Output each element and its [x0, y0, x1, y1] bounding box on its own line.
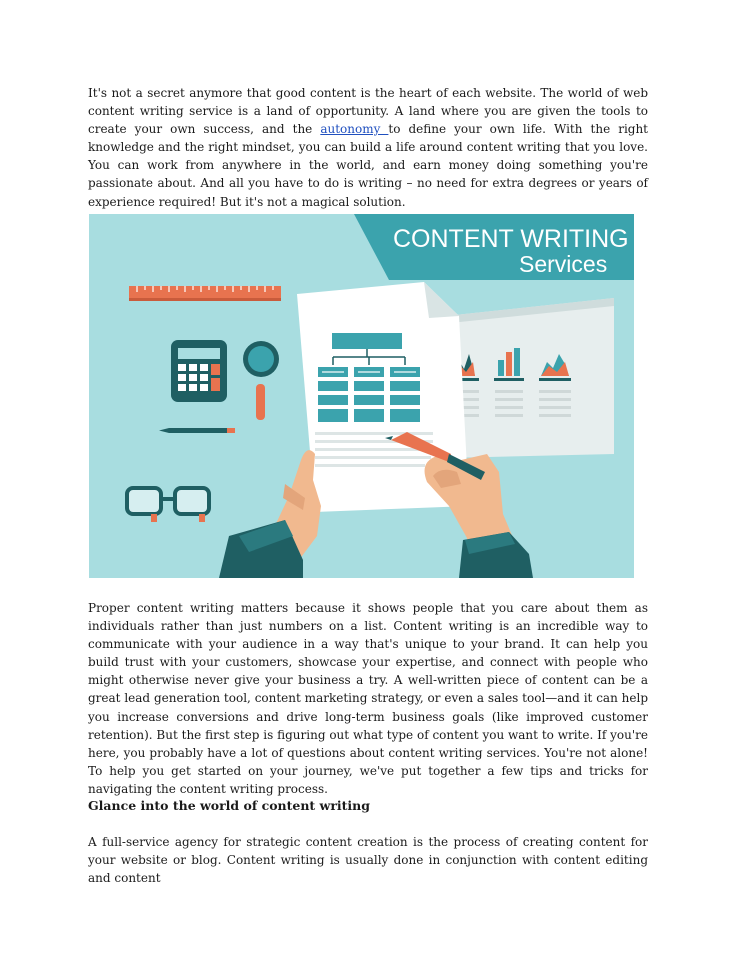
calculator-icon [171, 340, 227, 402]
intro-paragraph [88, 84, 648, 211]
banner-title: CONTENT WRITING [393, 225, 629, 253]
intro-text-before-link: It's not a secret anymore that good content is the heart of each website. The world of web content writing service is a land of opportunity. A land where you are given the tools to create your own success, and the [88, 86, 648, 137]
banner-subtitle: Services [519, 251, 608, 277]
intro-text-after-link: to define your own life. With the right knowledge and the right mindset, you can build a life around content writing that you love. You can work from anywhere in the world, and earn money doing something you're passionate about. And all you have to do is writing – no need for extra degrees or years of experience required! But it's not a magical solution. [88, 122, 649, 209]
body-paragraph-content-writing-matters: Proper content writing matters because it shows people that you care about them as individuals rather than just numbers on a list. Content writing is an incredible way to communicate with your audience in a way that's unique to your brand. It can help you build trust with your customers, showcase your expertise, and connect with people who might otherwise never give your business a try. A well-written piece of content can be a great lead generation tool, content marketing strategy, or even a sales tool—and it can help you increase conversions and drive long-term business goals (like improved customer retention). But the first step is figuring out what type of content you want to write. If you're here, you probably have a lot of questions about content writing services. You're not alone! To help you get started on your journey, we've put together a few tips and tricks for navigating the content writing process. [88, 601, 648, 796]
autonomy-link[interactable]: autonomy [320, 122, 389, 137]
content-writing-services-illustration [89, 214, 634, 578]
pen-icon [159, 428, 235, 433]
section-heading: Glance into the world of content writing [88, 798, 371, 813]
ruler-icon [129, 286, 281, 301]
body-paragraph-full-service-agency: A full-service agency for strategic content creation is the process of creating content for your website or blog. Content writing is usually done in conjunction with content editing and content [88, 835, 648, 886]
